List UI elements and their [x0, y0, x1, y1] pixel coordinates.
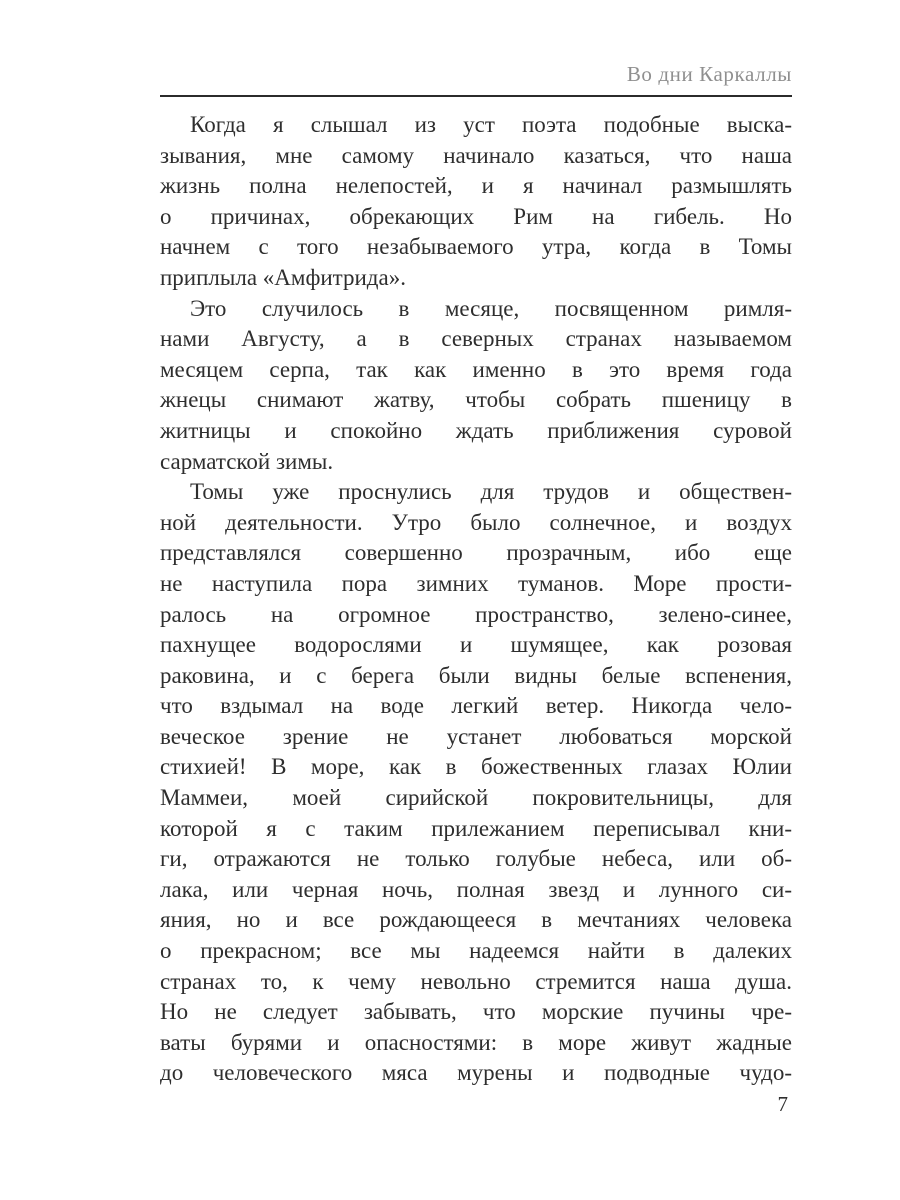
text-line: раковина, и с берега были видны белые вспенения,: [160, 662, 792, 688]
running-title: Во дни Каркаллы: [626, 62, 792, 86]
page-number: 7: [777, 1092, 788, 1116]
text-line: начнем с того незабываемого утра, когда в Томы: [160, 234, 792, 260]
text-line: жнецы снимают жатву, чтобы собрать пшеницу в: [160, 387, 792, 413]
text-line: что вздымал на воде легкий ветер. Никогда чело-: [160, 693, 792, 719]
page-header: [160, 62, 792, 97]
text-line: Маммеи, моей сирийской покровительницы, для: [160, 785, 792, 811]
text-line: не наступила пора зимних туманов. Море прости-: [160, 570, 792, 596]
text-line: Томы уже проснулись для трудов и обществен-: [190, 479, 792, 505]
text-line: приплыла «Амфитрида».: [160, 264, 406, 290]
text-line: которой я с таким прилежанием переписывал кни-: [160, 815, 792, 841]
text-line: странах то, к чему невольно стремится наша душа.: [160, 968, 792, 994]
paragraph: [160, 477, 792, 1089]
text-line: ралось на огромное пространство, зелено-синее,: [160, 601, 792, 627]
text-line: до человеческого мяса мурены и подводные чудо-: [160, 1060, 792, 1086]
text-line: ваты бурями и опасностями: в море живут жадные: [160, 1029, 792, 1055]
header-rule: [160, 95, 792, 97]
text-line: Когда я слышал из уст поэта подобные выска-: [190, 112, 792, 137]
body-text: [160, 110, 792, 1089]
text-line: житницы и спокойно ждать приближения суровой: [160, 417, 792, 443]
text-line: лака, или черная ночь, полная звезд и лунного си-: [160, 876, 792, 902]
paragraph: [160, 294, 792, 478]
text-line: нами Августу, а в северных странах называемом: [160, 326, 792, 352]
text-line: ной деятельности. Утро было солнечное, и воздух: [160, 509, 792, 535]
text-line: яния, но и все рождающееся в мечтаниях человека: [160, 907, 792, 933]
text-line: пахнущее водорослями и шумящее, как розовая: [160, 632, 792, 658]
text-line: о прекрасном; все мы надеемся найти в далеких: [160, 938, 792, 964]
text-line: ги, отражаются не только голубые небеса, или об-: [160, 846, 792, 872]
paragraph: [160, 110, 792, 294]
text-line: жизнь полна нелепостей, и я начинал размышлять: [160, 173, 792, 199]
text-line: Это случилось в месяце, посвященном римля-: [190, 295, 792, 321]
text-line: месяцем серпа, так как именно в это время года: [160, 356, 792, 382]
text-line: стихией! В море, как в божественных глазах Юлии: [160, 754, 792, 780]
text-line: о причинах, обрекающих Рим на гибель. Но: [160, 203, 792, 229]
text-line: зывания, мне самому начинало казаться, что наша: [160, 142, 792, 168]
text-line: представлялся совершенно прозрачным, ибо еще: [160, 540, 792, 566]
text-line: сарматской зимы.: [160, 448, 334, 474]
text-line: веческое зрение не устанет любоваться морской: [160, 723, 792, 749]
text-line: Но не следует забывать, что морские пучины чре-: [160, 999, 792, 1025]
